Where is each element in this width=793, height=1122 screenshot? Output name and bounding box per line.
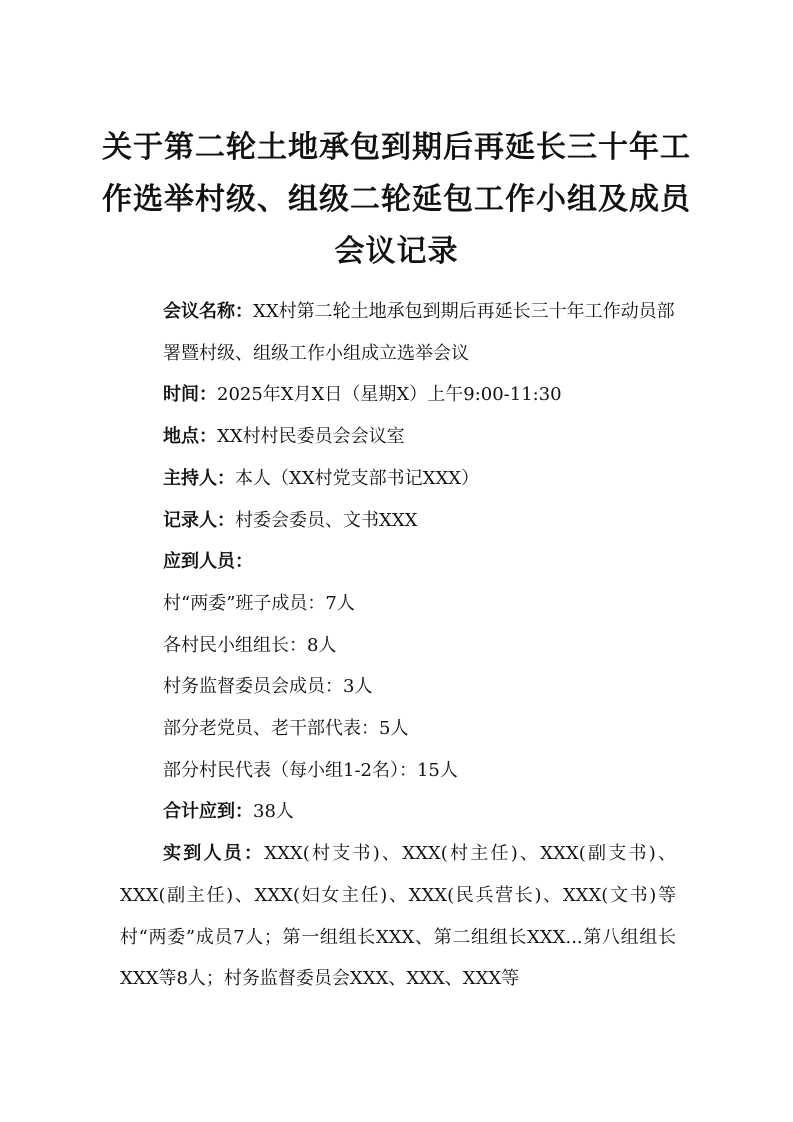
actual-label: 实到人员： bbox=[163, 843, 265, 865]
place-line bbox=[120, 416, 676, 458]
host-line bbox=[120, 458, 676, 500]
actual-paragraph bbox=[120, 833, 676, 1000]
recorder-value: 村委会委员、文书XXX bbox=[235, 509, 418, 531]
total-line bbox=[120, 791, 676, 833]
meeting-name-label: 会议名称： bbox=[163, 301, 253, 322]
time-value: 2025年X月X日（星期X）上午9:00-11:30 bbox=[217, 384, 562, 406]
document-body bbox=[120, 291, 676, 1000]
actual-value: XXX(村支书)、XXX(村主任)、XXX(副支书)、XXX(副主任)、XXX(妇女主任)、XXX(民兵营长)、XXX(文书)等村“两委”成员7人；第一组组长XXX、第二组组长XXX...第八组组长XXX等8人；村务监督委员会XXX、XXX、XXX等 bbox=[120, 843, 677, 990]
expected-item: 部分老党员、老干部代表：5人 bbox=[163, 718, 409, 740]
meeting-name-line bbox=[120, 291, 676, 374]
document-title: 关于第二轮土地承包到期后再延长三十年工作选举村级、组级二轮延包工作小组及成员会议记录 bbox=[102, 130, 691, 269]
expected-item: 村务监督委员会成员：3人 bbox=[163, 676, 373, 698]
recorder-line bbox=[120, 500, 676, 542]
expected-item: 各村民小组组长：8人 bbox=[163, 634, 337, 656]
host-label: 主持人： bbox=[163, 467, 235, 489]
expected-label: 应到人员： bbox=[163, 551, 253, 573]
time-line bbox=[120, 374, 676, 416]
meeting-name-value: XX村第二轮土地承包到期后再延长三十年工作动员部署暨村级、组级工作小组成立选举会议 bbox=[163, 301, 675, 364]
time-label: 时间： bbox=[163, 384, 217, 406]
host-value: 本人（XX村党支部书记XXX） bbox=[235, 467, 480, 489]
total-value: 38人 bbox=[253, 801, 294, 823]
recorder-label: 记录人： bbox=[163, 509, 235, 531]
expected-heading bbox=[120, 541, 676, 583]
expected-item: 部分村民代表（每小组1-2名）：15人 bbox=[163, 759, 458, 781]
place-value: XX村村民委员会会议室 bbox=[217, 426, 405, 448]
expected-item: 村“两委”班子成员：7人 bbox=[163, 592, 355, 614]
total-label: 合计应到： bbox=[163, 801, 253, 823]
place-label: 地点： bbox=[163, 426, 217, 448]
